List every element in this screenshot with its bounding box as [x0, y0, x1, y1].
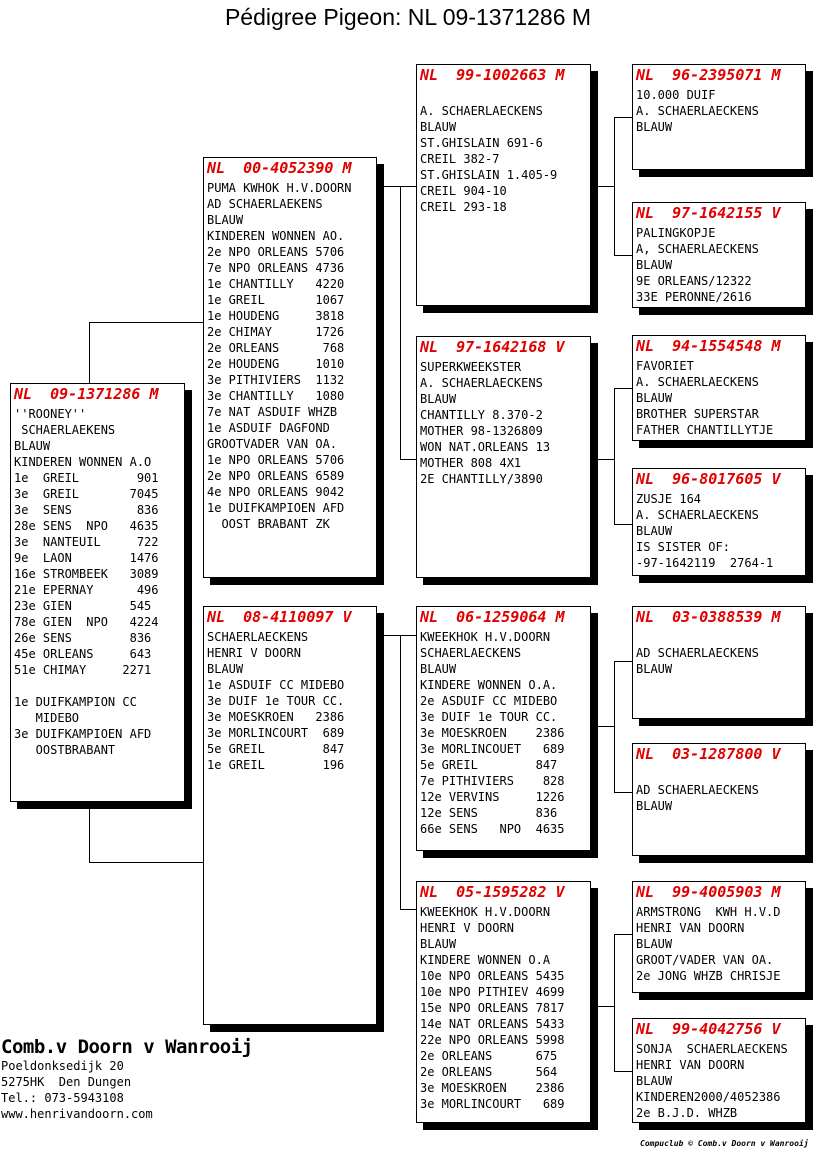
detail-line: [420, 87, 587, 103]
detail-line: BLAUW: [420, 120, 457, 134]
detail-line: BLAUW: [14, 439, 51, 453]
detail-line: 3e DUIF 1e TOUR CC.: [420, 710, 558, 724]
detail-line: CREIL 904-10: [420, 184, 507, 198]
detail-line: CREIL 293-18: [420, 200, 507, 214]
detail-line: 26e SENS 836: [14, 631, 152, 645]
connector-line: [400, 459, 416, 460]
detail-line: MIDEBO: [14, 711, 80, 725]
connector-line: [400, 635, 416, 636]
detail-line: SONJA SCHAERLAECKENS: [636, 1042, 788, 1056]
detail-line: CHANTILLY 8.370-2: [420, 408, 543, 422]
connector-line: [614, 934, 632, 935]
pigeon-card-ddd: [632, 1018, 806, 1123]
owner-name: Comb.v Doorn v Wanrooij: [1, 1036, 253, 1058]
connector-line: [598, 459, 614, 460]
connector-line: [89, 322, 203, 323]
detail-line: 1e HOUDENG 3818: [207, 309, 345, 323]
detail-line: AD SCHAERLAEKENS: [207, 197, 323, 211]
detail-line: ST.GHISLAIN 1.405-9: [420, 168, 558, 182]
pigeon-details: [420, 629, 587, 837]
detail-line: 78e GIEN NPO 4224: [14, 615, 159, 629]
detail-line: 15e NPO ORLEANS 7817: [420, 1001, 565, 1015]
ring-number: NL 08-4110097 V: [207, 608, 352, 626]
detail-line: 5e GREIL 847: [207, 742, 345, 756]
detail-line: HENRI VAN DOORN: [636, 921, 745, 935]
connector-line: [400, 186, 401, 460]
detail-line: KWEEKHOK H.V.DOORN: [420, 630, 551, 644]
detail-line: 3e NANTEUIL 722: [14, 535, 159, 549]
detail-line: FAVORIET: [636, 359, 694, 373]
pigeon-card-sire: [203, 157, 377, 578]
detail-line: BROTHER SUPERSTAR: [636, 407, 759, 421]
pigeon-details: [636, 225, 802, 305]
pigeon-details: [636, 1041, 802, 1121]
detail-line: BLAUW: [636, 799, 673, 813]
detail-line: 12e VERVINS 1226: [420, 790, 565, 804]
detail-line: ST.GHISLAIN 691-6: [420, 136, 543, 150]
connector-line: [598, 186, 614, 187]
connector-line: [614, 255, 632, 256]
detail-line: 2e B.J.D. WHZB: [636, 1106, 738, 1120]
owner-block: [1, 1036, 253, 1122]
pigeon-card-dam-dam: [416, 881, 591, 1123]
detail-line: 3e CHANTILLY 1080: [207, 389, 345, 403]
detail-line: 1e ASDUIF DAGFOND: [207, 421, 330, 435]
detail-line: A. SCHAERLAECKENS: [636, 104, 759, 118]
detail-line: IS SISTER OF:: [636, 540, 730, 554]
detail-line: 2e JONG WHZB CHRISJE: [636, 969, 781, 983]
pigeon-details: [207, 629, 373, 773]
detail-line: KINDERE WONNEN O.A: [420, 953, 551, 967]
owner-phone: Tel.: 073-5943108: [1, 1091, 124, 1105]
detail-line: 1e CHANTILLY 4220: [207, 277, 345, 291]
connector-line: [614, 792, 632, 793]
ring-number: NL 06-1259064 M: [420, 608, 565, 626]
pigeon-card-dam: [203, 606, 377, 1025]
ring-number: NL 97-1642155 V: [636, 204, 781, 222]
detail-line: 3e MOESKROEN 2386: [420, 1081, 565, 1095]
connector-line: [598, 1006, 614, 1007]
detail-line: KINDEREN2000/4052386: [636, 1090, 781, 1104]
detail-line: 5e GREIL 847: [420, 758, 558, 772]
detail-line: 2e ORLEANS 564: [420, 1065, 558, 1079]
pigeon-card-sire-sire: [416, 64, 591, 306]
detail-line: 12e SENS 836: [420, 806, 558, 820]
detail-line: HENRI V DOORN: [207, 646, 301, 660]
connector-line: [598, 726, 614, 727]
detail-line: 3e MORLINCOUET 689: [420, 742, 565, 756]
detail-line: ''ROONEY'': [14, 407, 87, 421]
ring-number: NL 99-1002663 M: [420, 66, 565, 84]
connector-line: [400, 909, 416, 910]
detail-line: BLAUW: [636, 258, 673, 272]
detail-line: A, SCHAERLAECKENS: [636, 242, 759, 256]
page-title: Pédigree Pigeon: NL 09-1371286 M: [224, 4, 592, 30]
detail-line: 21e EPERNAY 496: [14, 583, 159, 597]
detail-line: BLAUW: [636, 391, 673, 405]
detail-line: 9E ORLEANS/12322: [636, 274, 752, 288]
pigeon-card-dsd: [632, 743, 806, 856]
connector-line: [400, 186, 416, 187]
ring-number: NL 97-1642168 V: [420, 338, 565, 356]
ring-number: NL 03-1287800 V: [636, 745, 781, 763]
pigeon-details: [14, 406, 181, 758]
detail-line: 3e DUIFKAMPIOEN AFD: [14, 727, 152, 741]
ring-number: NL 96-2395071 M: [636, 66, 781, 84]
detail-line: A. SCHAERLAECKENS: [636, 375, 759, 389]
pigeon-details: [636, 87, 802, 135]
ring-number: NL 09-1371286 M: [14, 385, 159, 403]
detail-line: KINDERE WONNEN O.A.: [420, 678, 558, 692]
connector-line: [400, 635, 401, 910]
detail-line: 2e NPO ORLEANS 6589: [207, 469, 345, 483]
detail-line: [14, 678, 181, 694]
detail-line: 3e SENS 836: [14, 503, 159, 517]
detail-line: A. SCHAERLAECKENS: [420, 376, 543, 390]
connector-line: [384, 635, 401, 636]
pigeon-card-sdd: [632, 468, 806, 576]
detail-line: 10e NPO ORLEANS 5435: [420, 969, 565, 983]
detail-line: BLAUW: [420, 937, 457, 951]
connector-line: [89, 802, 90, 863]
pigeon-details: [636, 629, 802, 677]
detail-line: BLAUW: [207, 662, 244, 676]
pigeon-details: [636, 358, 802, 438]
detail-line: 3e MORLINCOURT 689: [207, 726, 345, 740]
pigeon-card-sds: [632, 335, 806, 441]
detail-line: 33E PERONNE/2616: [636, 290, 752, 304]
detail-line: 2e CHIMAY 1726: [207, 325, 345, 339]
detail-line: 10.000 DUIF: [636, 88, 716, 102]
detail-line: 14e NAT ORLEANS 5433: [420, 1017, 565, 1031]
detail-line: 7e PITHIVIERS 828: [420, 774, 565, 788]
connector-line: [384, 186, 401, 187]
detail-line: 66e SENS NPO 4635: [420, 822, 565, 836]
connector-line: [614, 117, 615, 256]
detail-line: WON NAT.ORLEANS 13: [420, 440, 551, 454]
detail-line: 7e NPO ORLEANS 4736: [207, 261, 345, 275]
connector-line: [614, 117, 632, 118]
pigeon-details: [207, 180, 373, 532]
detail-line: KINDEREN WONNEN A.O: [14, 455, 152, 469]
pigeon-details: [636, 904, 802, 984]
pigeon-details: [636, 766, 802, 814]
detail-line: BLAUW: [207, 213, 244, 227]
detail-line: ARMSTRONG KWH H.V.D: [636, 905, 781, 919]
detail-line: 2e ASDUIF CC MIDEBO: [420, 694, 558, 708]
detail-line: HENRI V DOORN: [420, 921, 514, 935]
detail-line: SCHAERLAECKENS: [420, 646, 522, 660]
detail-line: 51e CHIMAY 2271: [14, 663, 152, 677]
detail-line: MOTHER 808 4X1: [420, 456, 522, 470]
detail-line: 3e MOESKROEN 2386: [420, 726, 565, 740]
ring-number: NL 03-0388539 M: [636, 608, 781, 626]
detail-line: FATHER CHANTILLYTJE: [636, 423, 774, 437]
detail-line: 16e STROMBEEK 3089: [14, 567, 159, 581]
detail-line: BLAUW: [636, 524, 673, 538]
pigeon-card-subject: [10, 383, 185, 802]
ring-number: NL 94-1554548 M: [636, 337, 781, 355]
pigeon-card-dds: [632, 881, 806, 993]
pigeon-card-ssd: [632, 202, 806, 308]
detail-line: SCHAERLAEKENS: [14, 423, 116, 437]
detail-line: 10e NPO PITHIEV 4699: [420, 985, 565, 999]
connector-line: [614, 1071, 632, 1072]
pigeon-details: [636, 491, 802, 571]
detail-line: PUMA KWHOK H.V.DOORN: [207, 181, 352, 195]
detail-line: KWEEKHOK H.V.DOORN: [420, 905, 551, 919]
detail-line: 1e DUIFKAMPION CC: [14, 695, 137, 709]
pigeon-card-sire-dam: [416, 336, 591, 578]
connector-line: [89, 862, 203, 863]
connector-line: [614, 661, 615, 793]
detail-line: 1e GREIL 196: [207, 758, 345, 772]
detail-line: CREIL 382-7: [420, 152, 500, 166]
detail-line: GROOT/VADER VAN OA.: [636, 953, 774, 967]
detail-line: 2e ORLEANS 675: [420, 1049, 558, 1063]
detail-line: BLAUW: [636, 1074, 673, 1088]
detail-line: BLAUW: [420, 662, 457, 676]
detail-line: ZUSJE 164: [636, 492, 702, 506]
detail-line: -97-1642119 2764-1: [636, 556, 774, 570]
detail-line: AD SCHAERLAECKENS: [636, 646, 759, 660]
detail-line: 2e NPO ORLEANS 5706: [207, 245, 345, 259]
detail-line: 45e ORLEANS 643: [14, 647, 152, 661]
pigeon-card-dss: [632, 606, 806, 719]
owner-postcode: 5275HK Den Dungen: [1, 1075, 132, 1089]
ring-number: NL 96-8017605 V: [636, 470, 781, 488]
detail-line: 1e DUIFKAMPIOEN AFD: [207, 501, 345, 515]
detail-line: A. SCHAERLAECKENS: [420, 104, 543, 118]
detail-line: SCHAERLAECKENS: [207, 630, 309, 644]
detail-line: [636, 766, 802, 782]
detail-line: KINDEREN WONNEN AO.: [207, 229, 345, 243]
pigeon-details: [420, 87, 587, 215]
connector-line: [89, 322, 90, 384]
connector-line: [614, 524, 632, 525]
connector-line: [614, 661, 632, 662]
detail-line: OOSTBRABANT: [14, 743, 116, 757]
owner-website[interactable]: www.henrivandoorn.com: [1, 1107, 153, 1121]
detail-line: 4e NPO ORLEANS 9042: [207, 485, 345, 499]
detail-line: 7e NAT ASDUIF WHZB: [207, 405, 338, 419]
connector-line: [614, 388, 615, 525]
ring-number: NL 99-4042756 V: [636, 1020, 781, 1038]
detail-line: GROOTVADER VAN OA.: [207, 437, 338, 451]
detail-line: 3e PITHIVIERS 1132: [207, 373, 345, 387]
detail-line: AD SCHAERLAECKENS: [636, 783, 759, 797]
detail-line: 28e SENS NPO 4635: [14, 519, 159, 533]
detail-line: 3e MORLINCOURT 689: [420, 1097, 565, 1111]
ring-number: NL 00-4052390 M: [207, 159, 352, 177]
detail-line: 3e GREIL 7045: [14, 487, 159, 501]
detail-line: [636, 629, 802, 645]
detail-line: A. SCHAERLAECKENS: [636, 508, 759, 522]
detail-line: BLAUW: [636, 120, 673, 134]
detail-line: MOTHER 98-1326809: [420, 424, 543, 438]
pigeon-card-dam-sire: [416, 606, 591, 851]
connector-line: [614, 934, 615, 1072]
detail-line: 2e ORLEANS 768: [207, 341, 345, 355]
detail-line: BLAUW: [636, 937, 673, 951]
pigeon-details: [420, 359, 587, 487]
pigeon-details: [420, 904, 587, 1112]
detail-line: 3e MOESKROEN 2386: [207, 710, 345, 724]
detail-line: 22e NPO ORLEANS 5998: [420, 1033, 565, 1047]
detail-line: 9e LAON 1476: [14, 551, 159, 565]
detail-line: 3e DUIF 1e TOUR CC.: [207, 694, 345, 708]
detail-line: SUPERKWEEKSTER: [420, 360, 522, 374]
ring-number: NL 99-4005903 M: [636, 883, 781, 901]
detail-line: 2e HOUDENG 1010: [207, 357, 345, 371]
detail-line: HENRI VAN DOORN: [636, 1058, 745, 1072]
detail-line: BLAUW: [420, 392, 457, 406]
detail-line: BLAUW: [636, 662, 673, 676]
detail-line: 1e GREIL 901: [14, 471, 159, 485]
pigeon-card-sss: [632, 64, 806, 170]
detail-line: OOST BRABANT ZK: [207, 517, 330, 531]
detail-line: 23e GIEN 545: [14, 599, 152, 613]
detail-line: 1e GREIL 1067: [207, 293, 345, 307]
detail-line: 2E CHANTILLY/3890: [420, 472, 543, 486]
detail-line: PALINGKOPJE: [636, 226, 716, 240]
footer-credit: Compuclub © Comb.v Doorn v Wanrooij: [640, 1139, 809, 1148]
detail-line: 1e NPO ORLEANS 5706: [207, 453, 345, 467]
ring-number: NL 05-1595282 V: [420, 883, 565, 901]
detail-line: 1e ASDUIF CC MIDEBO: [207, 678, 345, 692]
connector-line: [614, 388, 632, 389]
owner-address: Poeldonksedijk 20: [1, 1059, 124, 1073]
